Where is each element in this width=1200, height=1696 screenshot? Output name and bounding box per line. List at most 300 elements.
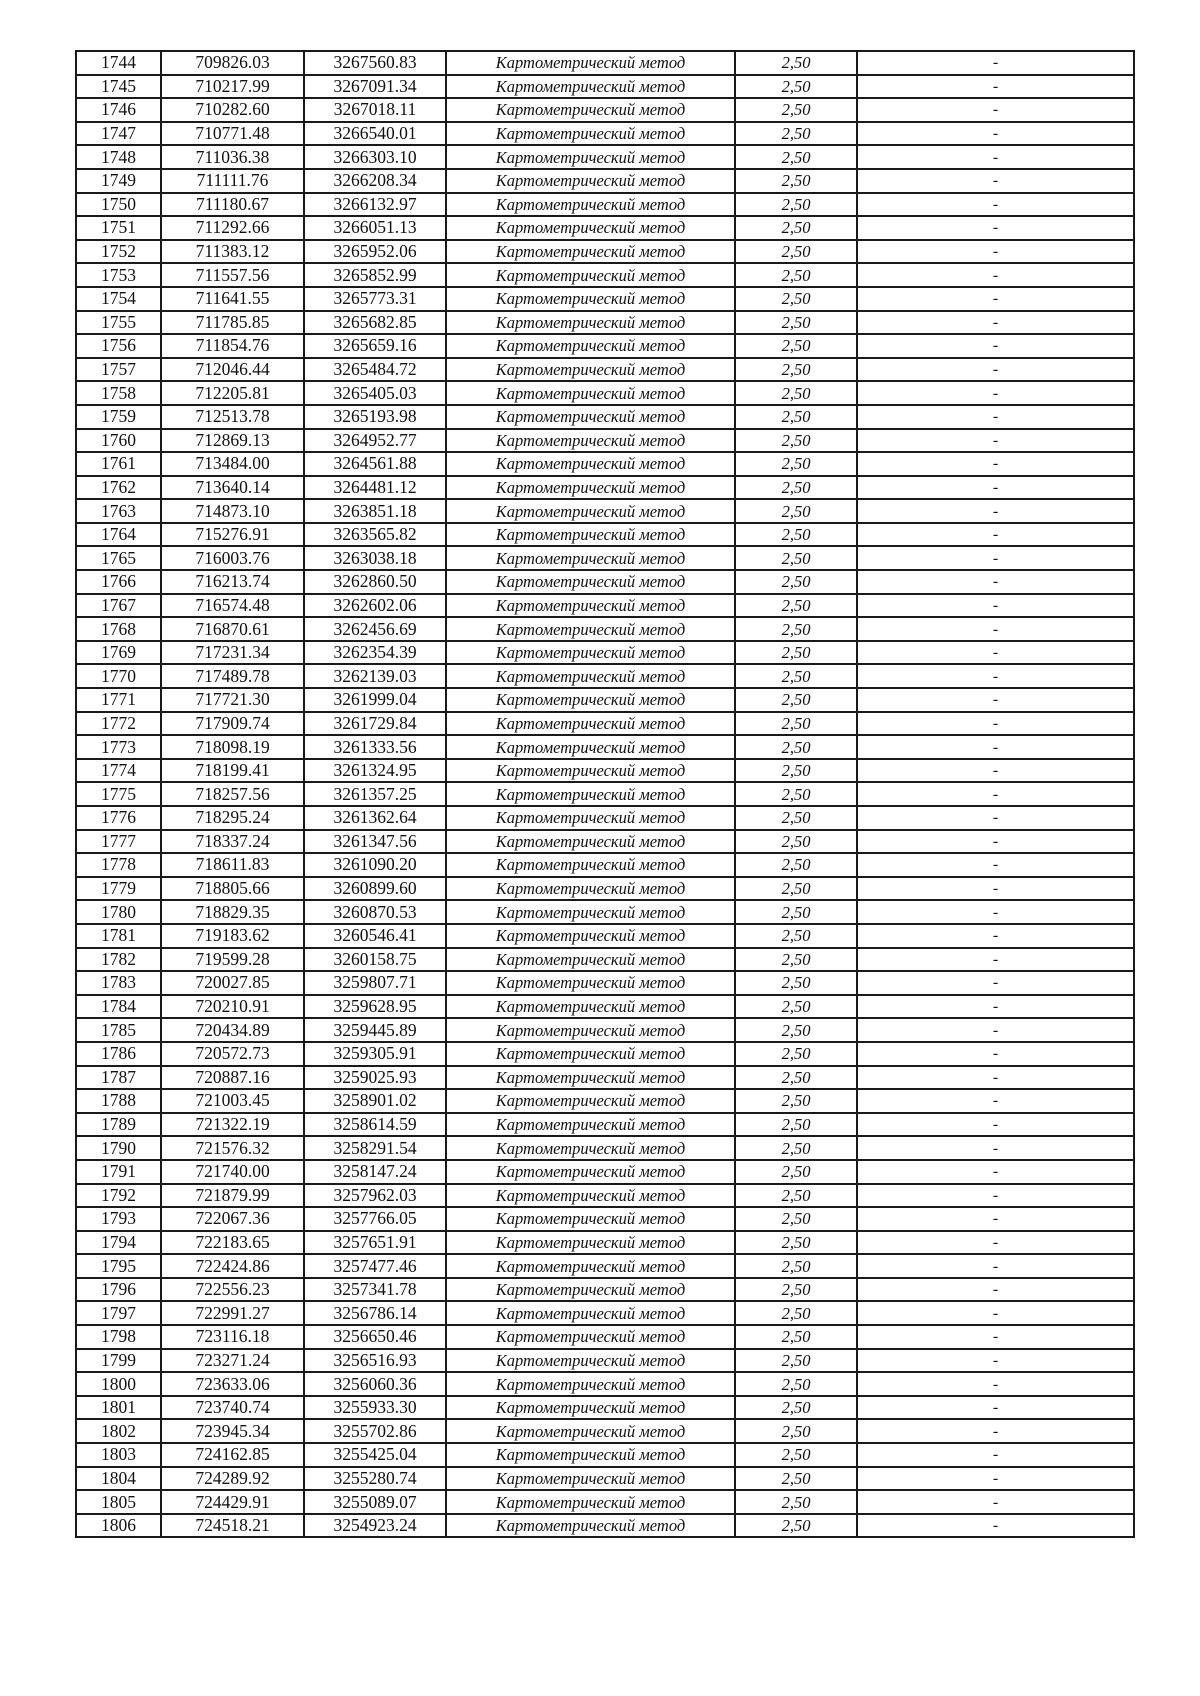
point-number-cell: 1748 — [76, 145, 161, 169]
y-coordinate-cell: 3258291.54 — [304, 1136, 446, 1160]
y-coordinate-cell: 3260870.53 — [304, 900, 446, 924]
note-cell: - — [857, 334, 1134, 358]
y-coordinate-cell: 3265773.31 — [304, 287, 446, 311]
accuracy-cell: 2,50 — [735, 523, 857, 547]
accuracy-cell: 2,50 — [735, 122, 857, 146]
method-cell: Картометрический метод — [446, 1443, 735, 1467]
y-coordinate-cell: 3266051.13 — [304, 216, 446, 240]
accuracy-cell: 2,50 — [735, 263, 857, 287]
y-coordinate-cell: 3264481.12 — [304, 476, 446, 500]
x-coordinate-cell: 716574.48 — [161, 594, 304, 618]
note-cell: - — [857, 476, 1134, 500]
x-coordinate-cell: 716870.61 — [161, 617, 304, 641]
method-cell: Картометрический метод — [446, 782, 735, 806]
method-cell: Картометрический метод — [446, 830, 735, 854]
x-coordinate-cell: 723633.06 — [161, 1372, 304, 1396]
y-coordinate-cell: 3257341.78 — [304, 1278, 446, 1302]
x-coordinate-cell: 715276.91 — [161, 523, 304, 547]
y-coordinate-cell: 3265659.16 — [304, 334, 446, 358]
method-cell: Картометрический метод — [446, 806, 735, 830]
accuracy-cell: 2,50 — [735, 1018, 857, 1042]
point-number-cell: 1804 — [76, 1467, 161, 1491]
method-cell: Картометрический метод — [446, 193, 735, 217]
y-coordinate-cell: 3260546.41 — [304, 924, 446, 948]
accuracy-cell: 2,50 — [735, 570, 857, 594]
method-cell: Картометрический метод — [446, 594, 735, 618]
table-row — [76, 971, 1134, 995]
y-coordinate-cell: 3261324.95 — [304, 759, 446, 783]
method-cell: Картометрический метод — [446, 1231, 735, 1255]
table-row — [76, 664, 1134, 688]
method-cell: Картометрический метод — [446, 853, 735, 877]
table-row — [76, 641, 1134, 665]
y-coordinate-cell: 3267560.83 — [304, 51, 446, 75]
method-cell: Картометрический метод — [446, 1089, 735, 1113]
method-cell: Картометрический метод — [446, 641, 735, 665]
point-number-cell: 1766 — [76, 570, 161, 594]
note-cell: - — [857, 311, 1134, 335]
y-coordinate-cell: 3263851.18 — [304, 499, 446, 523]
y-coordinate-cell: 3262354.39 — [304, 641, 446, 665]
x-coordinate-cell: 711111.76 — [161, 169, 304, 193]
method-cell: Картометрический метод — [446, 712, 735, 736]
x-coordinate-cell: 712205.81 — [161, 381, 304, 405]
accuracy-cell: 2,50 — [735, 782, 857, 806]
point-number-cell: 1803 — [76, 1443, 161, 1467]
x-coordinate-cell: 721322.19 — [161, 1113, 304, 1137]
note-cell: - — [857, 1184, 1134, 1208]
method-cell: Картометрический метод — [446, 1278, 735, 1302]
accuracy-cell: 2,50 — [735, 877, 857, 901]
x-coordinate-cell: 723271.24 — [161, 1349, 304, 1373]
note-cell: - — [857, 193, 1134, 217]
point-number-cell: 1758 — [76, 381, 161, 405]
y-coordinate-cell: 3265193.98 — [304, 405, 446, 429]
note-cell: - — [857, 263, 1134, 287]
table-row — [76, 145, 1134, 169]
table-row — [76, 830, 1134, 854]
method-cell: Картометрический метод — [446, 995, 735, 1019]
point-number-cell: 1763 — [76, 499, 161, 523]
x-coordinate-cell: 711854.76 — [161, 334, 304, 358]
y-coordinate-cell: 3254923.24 — [304, 1514, 446, 1538]
point-number-cell: 1783 — [76, 971, 161, 995]
table-row — [76, 381, 1134, 405]
method-cell: Картометрический метод — [446, 145, 735, 169]
point-number-cell: 1753 — [76, 263, 161, 287]
note-cell: - — [857, 594, 1134, 618]
method-cell: Картометрический метод — [446, 1160, 735, 1184]
method-cell: Картометрический метод — [446, 1042, 735, 1066]
point-number-cell: 1747 — [76, 122, 161, 146]
x-coordinate-cell: 720434.89 — [161, 1018, 304, 1042]
method-cell: Картометрический метод — [446, 1372, 735, 1396]
point-number-cell: 1792 — [76, 1184, 161, 1208]
x-coordinate-cell: 718611.83 — [161, 853, 304, 877]
point-number-cell: 1794 — [76, 1231, 161, 1255]
table-row — [76, 1113, 1134, 1137]
accuracy-cell: 2,50 — [735, 948, 857, 972]
table-row — [76, 806, 1134, 830]
method-cell: Картометрический метод — [446, 523, 735, 547]
table-row — [76, 782, 1134, 806]
note-cell: - — [857, 995, 1134, 1019]
method-cell: Картометрический метод — [446, 1207, 735, 1231]
y-coordinate-cell: 3256650.46 — [304, 1325, 446, 1349]
x-coordinate-cell: 718257.56 — [161, 782, 304, 806]
method-cell: Картометрический метод — [446, 617, 735, 641]
x-coordinate-cell: 717489.78 — [161, 664, 304, 688]
y-coordinate-cell: 3259445.89 — [304, 1018, 446, 1042]
y-coordinate-cell: 3259628.95 — [304, 995, 446, 1019]
x-coordinate-cell: 722991.27 — [161, 1301, 304, 1325]
point-number-cell: 1756 — [76, 334, 161, 358]
accuracy-cell: 2,50 — [735, 1042, 857, 1066]
y-coordinate-cell: 3265952.06 — [304, 240, 446, 264]
note-cell: - — [857, 75, 1134, 99]
note-cell: - — [857, 523, 1134, 547]
accuracy-cell: 2,50 — [735, 169, 857, 193]
y-coordinate-cell: 3256516.93 — [304, 1349, 446, 1373]
accuracy-cell: 2,50 — [735, 546, 857, 570]
table-row — [76, 476, 1134, 500]
y-coordinate-cell: 3259305.91 — [304, 1042, 446, 1066]
point-number-cell: 1771 — [76, 688, 161, 712]
method-cell: Картометрический метод — [446, 287, 735, 311]
table-row — [76, 75, 1134, 99]
point-number-cell: 1786 — [76, 1042, 161, 1066]
method-cell: Картометрический метод — [446, 452, 735, 476]
x-coordinate-cell: 713640.14 — [161, 476, 304, 500]
note-cell: - — [857, 971, 1134, 995]
y-coordinate-cell: 3266303.10 — [304, 145, 446, 169]
x-coordinate-cell: 721740.00 — [161, 1160, 304, 1184]
accuracy-cell: 2,50 — [735, 995, 857, 1019]
accuracy-cell: 2,50 — [735, 971, 857, 995]
y-coordinate-cell: 3265682.85 — [304, 311, 446, 335]
table-row — [76, 1254, 1134, 1278]
note-cell: - — [857, 1160, 1134, 1184]
point-number-cell: 1772 — [76, 712, 161, 736]
table-row — [76, 169, 1134, 193]
y-coordinate-cell: 3267091.34 — [304, 75, 446, 99]
method-cell: Картометрический метод — [446, 1184, 735, 1208]
note-cell: - — [857, 122, 1134, 146]
y-coordinate-cell: 3257651.91 — [304, 1231, 446, 1255]
note-cell: - — [857, 169, 1134, 193]
note-cell: - — [857, 1066, 1134, 1090]
accuracy-cell: 2,50 — [735, 499, 857, 523]
method-cell: Картометрический метод — [446, 51, 735, 75]
accuracy-cell: 2,50 — [735, 75, 857, 99]
accuracy-cell: 2,50 — [735, 1349, 857, 1373]
x-coordinate-cell: 710771.48 — [161, 122, 304, 146]
point-number-cell: 1799 — [76, 1349, 161, 1373]
table-row — [76, 240, 1134, 264]
method-cell: Картометрический метод — [446, 358, 735, 382]
point-number-cell: 1780 — [76, 900, 161, 924]
accuracy-cell: 2,50 — [735, 735, 857, 759]
x-coordinate-cell: 720887.16 — [161, 1066, 304, 1090]
point-number-cell: 1785 — [76, 1018, 161, 1042]
y-coordinate-cell: 3261333.56 — [304, 735, 446, 759]
point-number-cell: 1768 — [76, 617, 161, 641]
note-cell: - — [857, 1372, 1134, 1396]
x-coordinate-cell: 709826.03 — [161, 51, 304, 75]
accuracy-cell: 2,50 — [735, 381, 857, 405]
table-row — [76, 1325, 1134, 1349]
note-cell: - — [857, 1089, 1134, 1113]
point-number-cell: 1781 — [76, 924, 161, 948]
method-cell: Картометрический метод — [446, 169, 735, 193]
note-cell: - — [857, 287, 1134, 311]
method-cell: Картометрический метод — [446, 948, 735, 972]
accuracy-cell: 2,50 — [735, 1160, 857, 1184]
point-number-cell: 1764 — [76, 523, 161, 547]
note-cell: - — [857, 216, 1134, 240]
note-cell: - — [857, 405, 1134, 429]
point-number-cell: 1751 — [76, 216, 161, 240]
accuracy-cell: 2,50 — [735, 1184, 857, 1208]
table-row — [76, 900, 1134, 924]
accuracy-cell: 2,50 — [735, 830, 857, 854]
note-cell: - — [857, 759, 1134, 783]
y-coordinate-cell: 3259807.71 — [304, 971, 446, 995]
note-cell: - — [857, 877, 1134, 901]
x-coordinate-cell: 717909.74 — [161, 712, 304, 736]
x-coordinate-cell: 717231.34 — [161, 641, 304, 665]
y-coordinate-cell: 3264561.88 — [304, 452, 446, 476]
y-coordinate-cell: 3256786.14 — [304, 1301, 446, 1325]
method-cell: Картометрический метод — [446, 1490, 735, 1514]
y-coordinate-cell: 3260158.75 — [304, 948, 446, 972]
x-coordinate-cell: 710282.60 — [161, 98, 304, 122]
point-number-cell: 1750 — [76, 193, 161, 217]
accuracy-cell: 2,50 — [735, 759, 857, 783]
table-row — [76, 358, 1134, 382]
x-coordinate-cell: 711180.67 — [161, 193, 304, 217]
x-coordinate-cell: 718805.66 — [161, 877, 304, 901]
note-cell: - — [857, 1207, 1134, 1231]
accuracy-cell: 2,50 — [735, 1301, 857, 1325]
y-coordinate-cell: 3261362.64 — [304, 806, 446, 830]
point-number-cell: 1784 — [76, 995, 161, 1019]
note-cell: - — [857, 948, 1134, 972]
table-row — [76, 759, 1134, 783]
point-number-cell: 1806 — [76, 1514, 161, 1538]
accuracy-cell: 2,50 — [735, 1278, 857, 1302]
x-coordinate-cell: 718098.19 — [161, 735, 304, 759]
x-coordinate-cell: 721879.99 — [161, 1184, 304, 1208]
note-cell: - — [857, 641, 1134, 665]
accuracy-cell: 2,50 — [735, 1136, 857, 1160]
accuracy-cell: 2,50 — [735, 1467, 857, 1491]
accuracy-cell: 2,50 — [735, 311, 857, 335]
y-coordinate-cell: 3265852.99 — [304, 263, 446, 287]
table-row — [76, 1443, 1134, 1467]
note-cell: - — [857, 1254, 1134, 1278]
y-coordinate-cell: 3266132.97 — [304, 193, 446, 217]
table-row — [76, 924, 1134, 948]
x-coordinate-cell: 710217.99 — [161, 75, 304, 99]
table-row — [76, 1089, 1134, 1113]
table-row — [76, 546, 1134, 570]
accuracy-cell: 2,50 — [735, 1231, 857, 1255]
y-coordinate-cell: 3258614.59 — [304, 1113, 446, 1137]
x-coordinate-cell: 711557.56 — [161, 263, 304, 287]
table-row — [76, 877, 1134, 901]
point-number-cell: 1801 — [76, 1396, 161, 1420]
x-coordinate-cell: 721576.32 — [161, 1136, 304, 1160]
accuracy-cell: 2,50 — [735, 98, 857, 122]
method-cell: Картометрический метод — [446, 971, 735, 995]
y-coordinate-cell: 3258901.02 — [304, 1089, 446, 1113]
point-number-cell: 1779 — [76, 877, 161, 901]
y-coordinate-cell: 3260899.60 — [304, 877, 446, 901]
method-cell: Картометрический метод — [446, 924, 735, 948]
note-cell: - — [857, 688, 1134, 712]
accuracy-cell: 2,50 — [735, 924, 857, 948]
accuracy-cell: 2,50 — [735, 1443, 857, 1467]
note-cell: - — [857, 830, 1134, 854]
point-number-cell: 1759 — [76, 405, 161, 429]
x-coordinate-cell: 717721.30 — [161, 688, 304, 712]
table-row — [76, 311, 1134, 335]
method-cell: Картометрический метод — [446, 381, 735, 405]
accuracy-cell: 2,50 — [735, 1372, 857, 1396]
method-cell: Картометрический метод — [446, 122, 735, 146]
note-cell: - — [857, 617, 1134, 641]
accuracy-cell: 2,50 — [735, 1325, 857, 1349]
note-cell: - — [857, 452, 1134, 476]
method-cell: Картометрический метод — [446, 75, 735, 99]
accuracy-cell: 2,50 — [735, 287, 857, 311]
y-coordinate-cell: 3261347.56 — [304, 830, 446, 854]
note-cell: - — [857, 570, 1134, 594]
x-coordinate-cell: 720210.91 — [161, 995, 304, 1019]
method-cell: Картометрический метод — [446, 1396, 735, 1420]
x-coordinate-cell: 716003.76 — [161, 546, 304, 570]
note-cell: - — [857, 1231, 1134, 1255]
note-cell: - — [857, 782, 1134, 806]
table-row — [76, 1349, 1134, 1373]
accuracy-cell: 2,50 — [735, 476, 857, 500]
table-row — [76, 1467, 1134, 1491]
coordinates-table — [75, 50, 1135, 1538]
note-cell: - — [857, 1490, 1134, 1514]
y-coordinate-cell: 3255425.04 — [304, 1443, 446, 1467]
method-cell: Картометрический метод — [446, 1514, 735, 1538]
table-row — [76, 499, 1134, 523]
table-row — [76, 1396, 1134, 1420]
y-coordinate-cell: 3262139.03 — [304, 664, 446, 688]
table-row — [76, 1184, 1134, 1208]
method-cell: Картометрический метод — [446, 1066, 735, 1090]
accuracy-cell: 2,50 — [735, 429, 857, 453]
point-number-cell: 1778 — [76, 853, 161, 877]
table-row — [76, 1066, 1134, 1090]
point-number-cell: 1754 — [76, 287, 161, 311]
y-coordinate-cell: 3265484.72 — [304, 358, 446, 382]
x-coordinate-cell: 714873.10 — [161, 499, 304, 523]
accuracy-cell: 2,50 — [735, 853, 857, 877]
accuracy-cell: 2,50 — [735, 688, 857, 712]
point-number-cell: 1791 — [76, 1160, 161, 1184]
point-number-cell: 1800 — [76, 1372, 161, 1396]
note-cell: - — [857, 429, 1134, 453]
method-cell: Картометрический метод — [446, 311, 735, 335]
accuracy-cell: 2,50 — [735, 641, 857, 665]
x-coordinate-cell: 718199.41 — [161, 759, 304, 783]
method-cell: Картометрический метод — [446, 476, 735, 500]
table-row — [76, 617, 1134, 641]
note-cell: - — [857, 853, 1134, 877]
method-cell: Картометрический метод — [446, 499, 735, 523]
table-row — [76, 122, 1134, 146]
method-cell: Картометрический метод — [446, 570, 735, 594]
table-row — [76, 263, 1134, 287]
point-number-cell: 1744 — [76, 51, 161, 75]
point-number-cell: 1798 — [76, 1325, 161, 1349]
x-coordinate-cell: 711785.85 — [161, 311, 304, 335]
point-number-cell: 1795 — [76, 1254, 161, 1278]
x-coordinate-cell: 712046.44 — [161, 358, 304, 382]
note-cell: - — [857, 98, 1134, 122]
method-cell: Картометрический метод — [446, 546, 735, 570]
note-cell: - — [857, 51, 1134, 75]
table-row — [76, 452, 1134, 476]
method-cell: Картометрический метод — [446, 900, 735, 924]
note-cell: - — [857, 1301, 1134, 1325]
method-cell: Картометрический метод — [446, 664, 735, 688]
point-number-cell: 1774 — [76, 759, 161, 783]
y-coordinate-cell: 3261090.20 — [304, 853, 446, 877]
x-coordinate-cell: 711292.66 — [161, 216, 304, 240]
accuracy-cell: 2,50 — [735, 216, 857, 240]
note-cell: - — [857, 499, 1134, 523]
method-cell: Картометрический метод — [446, 759, 735, 783]
table-row — [76, 570, 1134, 594]
note-cell: - — [857, 1136, 1134, 1160]
method-cell: Картометрический метод — [446, 263, 735, 287]
note-cell: - — [857, 1396, 1134, 1420]
point-number-cell: 1788 — [76, 1089, 161, 1113]
y-coordinate-cell: 3263038.18 — [304, 546, 446, 570]
accuracy-cell: 2,50 — [735, 1089, 857, 1113]
x-coordinate-cell: 712513.78 — [161, 405, 304, 429]
method-cell: Картометрический метод — [446, 1136, 735, 1160]
x-coordinate-cell: 723945.34 — [161, 1419, 304, 1443]
y-coordinate-cell: 3262860.50 — [304, 570, 446, 594]
point-number-cell: 1746 — [76, 98, 161, 122]
x-coordinate-cell: 722067.36 — [161, 1207, 304, 1231]
note-cell: - — [857, 1278, 1134, 1302]
accuracy-cell: 2,50 — [735, 1066, 857, 1090]
x-coordinate-cell: 711036.38 — [161, 145, 304, 169]
x-coordinate-cell: 724289.92 — [161, 1467, 304, 1491]
note-cell: - — [857, 900, 1134, 924]
note-cell: - — [857, 712, 1134, 736]
table-row — [76, 594, 1134, 618]
note-cell: - — [857, 1018, 1134, 1042]
method-cell: Картометрический метод — [446, 1349, 735, 1373]
note-cell: - — [857, 1514, 1134, 1538]
y-coordinate-cell: 3259025.93 — [304, 1066, 446, 1090]
table-row — [76, 735, 1134, 759]
y-coordinate-cell: 3258147.24 — [304, 1160, 446, 1184]
point-number-cell: 1755 — [76, 311, 161, 335]
accuracy-cell: 2,50 — [735, 1254, 857, 1278]
